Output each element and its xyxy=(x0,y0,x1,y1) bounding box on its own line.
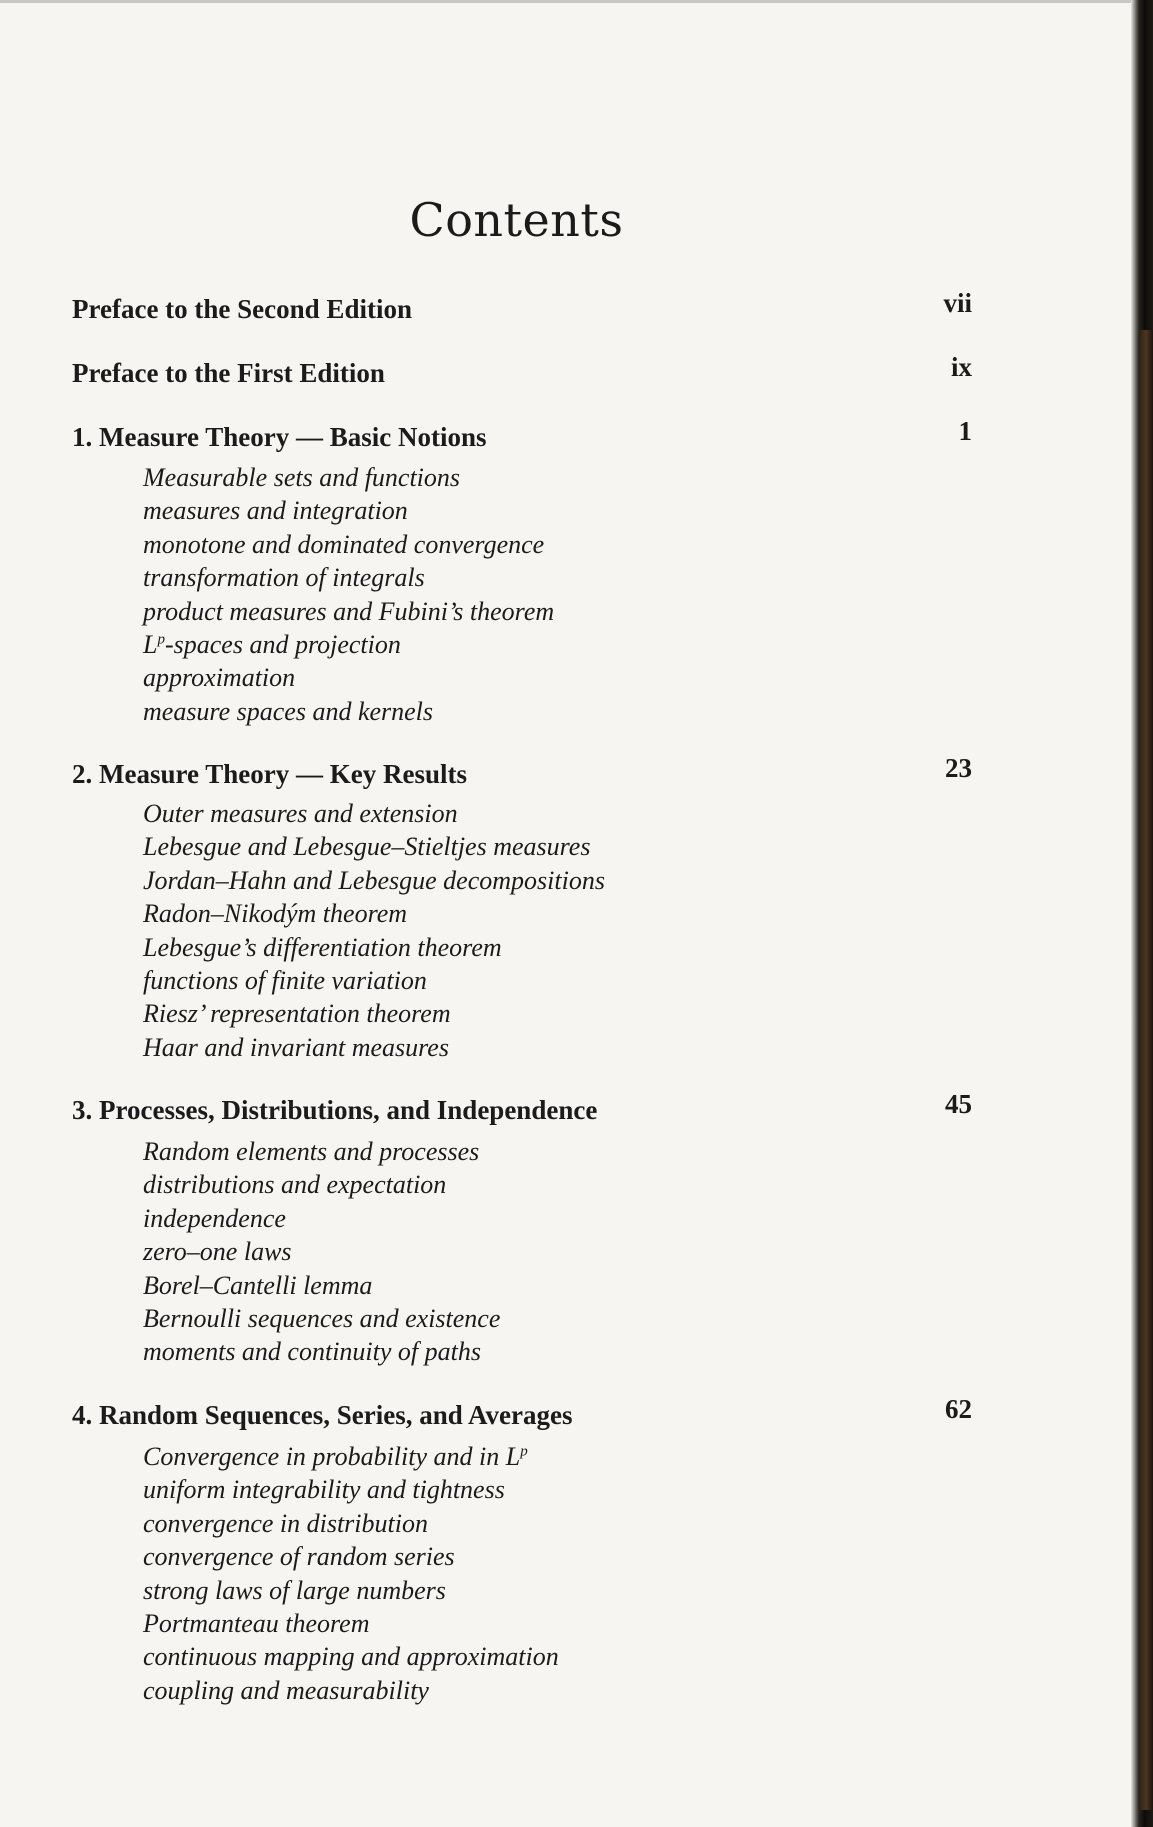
page-title: Contents xyxy=(409,192,624,247)
toc-page-number: 62 xyxy=(945,1394,972,1424)
toc-entry-title: Preface to the Second Edition xyxy=(72,294,412,324)
toc-topic-item: convergence of random series xyxy=(143,1542,455,1572)
toc-topic-item: measure spaces and kernels xyxy=(143,696,434,726)
toc-topic-item: Haar and invariant measures xyxy=(143,1032,449,1062)
toc-topic-item: product measures and Fubini’s theorem xyxy=(143,596,555,626)
toc-topic-item: Riesz’ representation theorem xyxy=(143,999,451,1029)
toc-topic-item: coupling and measurability xyxy=(143,1675,429,1705)
toc-page-number: vii xyxy=(943,288,972,318)
toc-topic-item: Portmanteau theorem xyxy=(143,1609,370,1639)
toc-topic-item: moments and continuity of paths xyxy=(143,1337,481,1367)
chapter-4-topics xyxy=(143,1440,559,1707)
toc-page-number: 45 xyxy=(945,1089,972,1119)
book-spine-shadow xyxy=(1139,330,1153,1810)
toc-topic-item: transformation of integrals xyxy=(143,563,425,593)
toc-topic-item: monotone and dominated convergence xyxy=(143,529,545,559)
toc-topic-item: Jordan–Hahn and Lebesgue decompositions xyxy=(143,865,605,895)
toc-topic-item: Lebesgue’s differentiation theorem xyxy=(143,932,502,962)
toc-topic-item: independence xyxy=(143,1203,286,1233)
toc-entry-title: 1. Measure Theory — Basic Notions xyxy=(72,422,487,452)
toc-entry-title: 3. Processes, Distributions, and Independence xyxy=(72,1095,598,1125)
toc-topic-item: approximation xyxy=(143,663,296,693)
toc-topic-item: uniform integrability and tightness xyxy=(143,1475,505,1505)
page-top-edge xyxy=(0,0,1153,3)
toc-page-number: 23 xyxy=(945,753,972,783)
toc-topic-item: strong laws of large numbers xyxy=(143,1575,446,1605)
toc-entry-title: 2. Measure Theory — Key Results xyxy=(72,759,467,789)
toc-topic-item: continuous mapping and approximation xyxy=(143,1642,559,1672)
toc-topic-item: Radon–Nikodým theorem xyxy=(143,899,408,929)
toc-topic-item: functions of finite variation xyxy=(143,966,427,996)
toc-topic-item: convergence in distribution xyxy=(143,1508,428,1538)
chapter-3-topics xyxy=(143,1135,500,1369)
toc-topic-item: Random elements and processes xyxy=(143,1137,480,1166)
toc-topic-item: Lebesgue and Lebesgue–Stieltjes measures xyxy=(143,832,591,862)
toc-topic-item: Bernoulli sequences and existence xyxy=(143,1304,501,1334)
toc-entry-title: 4. Random Sequences, Series, and Averages xyxy=(72,1400,573,1430)
toc-topic-item: measures and integration xyxy=(143,496,408,526)
chapter-1-topics xyxy=(143,461,554,728)
toc-topic-item: zero–one laws xyxy=(143,1237,292,1267)
toc-entry-title: Preface to the First Edition xyxy=(72,358,385,388)
toc-page-number: ix xyxy=(950,352,972,382)
toc-page-number: 1 xyxy=(958,416,972,446)
toc-topic-item: distributions and expectation xyxy=(143,1170,447,1200)
toc-topic-item: Outer measures and extension xyxy=(143,799,458,828)
toc-topic-item: Convergence in probability and in $L^p$ xyxy=(143,1442,528,1471)
toc-topic-item: Measurable sets and functions xyxy=(143,463,461,492)
chapter-2-topics xyxy=(143,797,605,1064)
toc-topic-item: $L^p$-spaces and projection xyxy=(143,630,401,660)
toc-topic-item: Borel–Cantelli lemma xyxy=(143,1270,373,1300)
